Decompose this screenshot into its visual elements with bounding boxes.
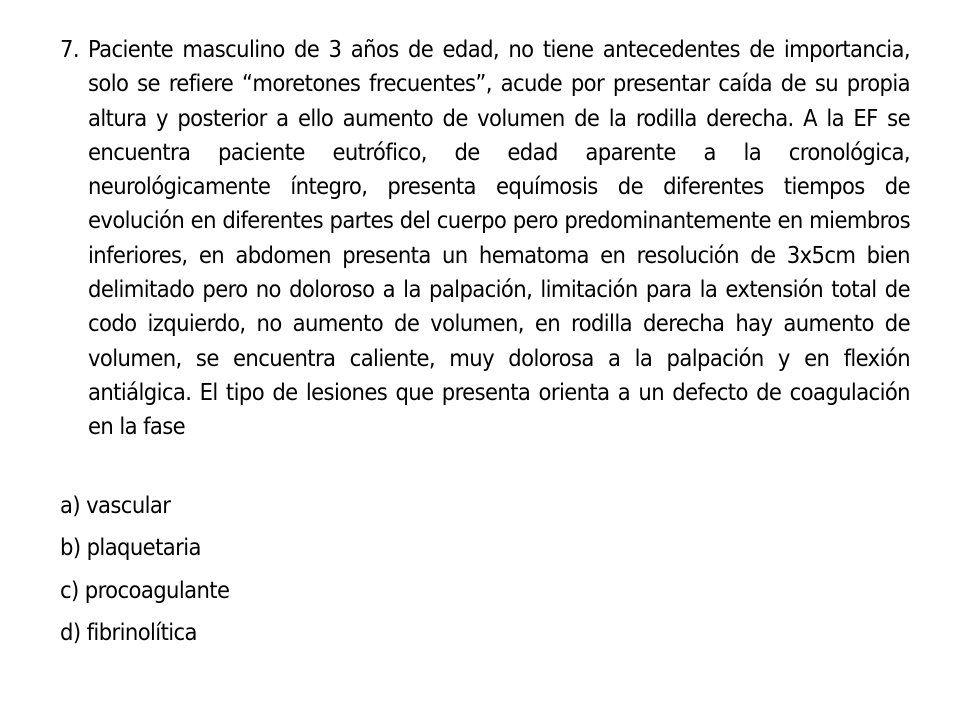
- option-d: d) fibrinolítica: [60, 617, 197, 646]
- question-text: Paciente masculino de 3 años de edad, no tiene antecedentes de importancia, solo se refiere “moretones frecuentes”, acude por presentar caída de su propia altura y posterior a ello aumento de volumen de la rodilla derecha. A la EF se encuentra paciente eutrófico, de edad aparente a la cronológica, neurológicamente íntegro, presenta equímosis de diferentes tiempos de evolución en diferentes partes del cuerpo pero predominantemente en miembros inferiores, en abdomen presenta un hematoma en resolución de 3x5cm bien delimitado pero no doloroso a la palpación, limitación para la extensión total de codo izquierdo, no aumento de volumen, en rodilla derecha hay aumento de volumen, se encuentra caliente, muy dolorosa a la palpación y en flexión antiálgica. El tipo de lesiones que presenta orienta a un defecto de coagulación en la fase: [88, 35, 910, 441]
- question-number: 7.: [60, 35, 79, 63]
- option-a: a) vascular: [60, 491, 171, 519]
- option-c: c) procoagulante: [60, 575, 230, 604]
- option-b: b) plaquetaria: [60, 533, 201, 562]
- answer-options: [60, 488, 900, 657]
- question-block: [60, 32, 910, 444]
